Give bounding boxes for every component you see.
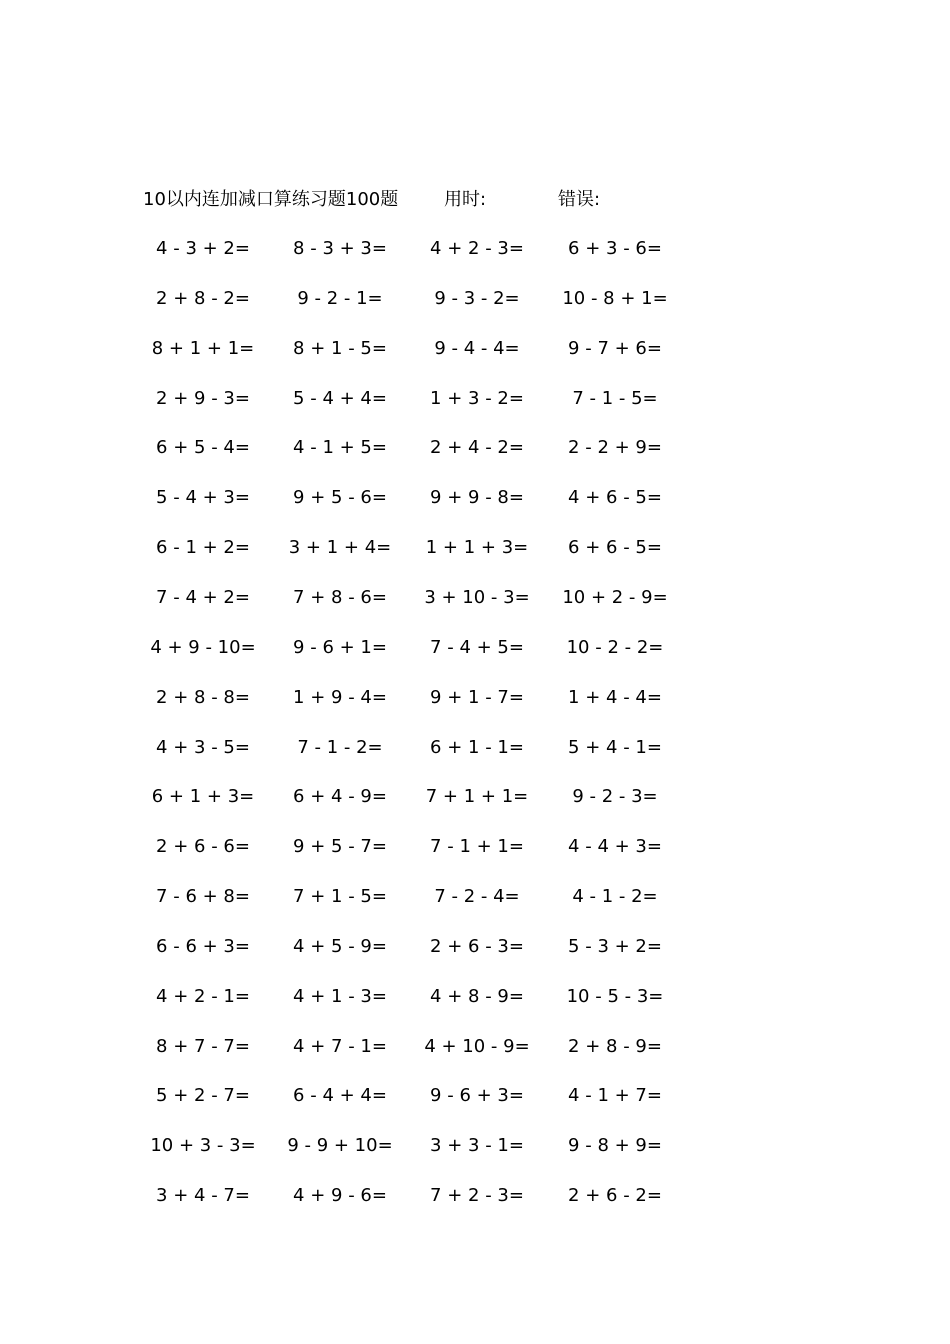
math-problem: 7 + 1 - 5= (293, 886, 387, 908)
math-problem: 2 + 8 - 2= (156, 287, 250, 309)
math-problem: 6 + 3 - 6= (568, 238, 662, 259)
math-problem: 9 - 8 + 9= (568, 1135, 662, 1157)
math-problem: 3 + 3 - 1= (430, 1135, 524, 1157)
error-label: 错误: (558, 189, 601, 210)
math-problem: 4 + 2 - 3= (430, 238, 524, 259)
math-problem: 9 + 5 - 7= (293, 836, 387, 858)
math-problem: 7 - 6 + 8= (156, 886, 250, 908)
math-problem: 7 - 1 + 1= (430, 836, 524, 858)
math-problem: 5 - 4 + 4= (293, 387, 387, 409)
math-problem: 5 - 4 + 3= (156, 487, 250, 509)
math-problem: 3 + 4 - 7= (156, 1185, 250, 1207)
time-label: 用时: (444, 189, 487, 210)
math-problem: 4 + 3 - 5= (156, 736, 250, 758)
math-problem: 4 + 6 - 5= (568, 487, 662, 509)
math-problem: 8 - 3 + 3= (293, 238, 387, 259)
math-problem: 1 + 1 + 3= (425, 537, 529, 559)
math-problem: 4 - 1 - 2= (572, 886, 658, 908)
math-problem: 2 + 8 - 8= (156, 686, 250, 708)
math-problem: 2 + 8 - 9= (568, 1035, 662, 1057)
math-problem: 8 + 7 - 7= (156, 1035, 250, 1057)
math-problem: 9 + 9 - 8= (430, 487, 524, 509)
math-problem: 4 + 9 - 6= (293, 1185, 387, 1207)
worksheet-title: 10以内连加减口算练习题100题 (143, 189, 399, 210)
math-problem: 9 - 9 + 10= (287, 1135, 393, 1157)
math-problem: 2 + 6 - 2= (568, 1185, 662, 1207)
math-problem: 10 - 2 - 2= (566, 636, 664, 658)
math-problem: 10 + 2 - 9= (562, 586, 668, 608)
math-problem: 4 + 5 - 9= (293, 935, 387, 957)
math-problem: 4 - 1 + 7= (568, 1085, 662, 1107)
math-problem: 4 + 10 - 9= (424, 1035, 530, 1057)
math-problem: 8 + 1 + 1= (151, 337, 255, 359)
math-problem: 5 - 3 + 2= (568, 935, 662, 957)
math-problem: 6 - 6 + 3= (156, 935, 250, 957)
math-problem: 1 + 9 - 4= (293, 686, 387, 708)
math-problem: 8 + 1 - 5= (293, 337, 387, 359)
math-problem: 6 + 1 - 1= (430, 736, 524, 758)
math-problem: 3 + 10 - 3= (424, 586, 530, 608)
math-problem: 2 + 9 - 3= (156, 387, 250, 409)
math-problem: 3 + 1 + 4= (288, 537, 392, 559)
math-problem: 9 + 1 - 7= (430, 686, 524, 708)
math-problem: 9 - 7 + 6= (568, 337, 662, 359)
math-problem: 7 - 4 + 5= (430, 636, 524, 658)
math-problem: 2 - 2 + 9= (568, 437, 662, 459)
math-problem: 7 + 8 - 6= (293, 586, 387, 608)
math-problem: 4 - 3 + 2= (156, 238, 250, 259)
math-problem: 7 - 1 - 5= (572, 387, 658, 409)
math-problem: 6 + 6 - 5= (568, 537, 662, 559)
math-problem: 6 + 4 - 9= (293, 786, 387, 808)
math-problem: 7 - 4 + 2= (156, 586, 250, 608)
math-problem: 2 + 6 - 6= (156, 836, 250, 858)
math-problem: 9 - 2 - 1= (297, 287, 383, 309)
math-problem: 5 + 2 - 7= (156, 1085, 250, 1107)
math-problem: 4 - 4 + 3= (568, 836, 662, 858)
math-problem: 5 + 4 - 1= (568, 736, 662, 758)
math-problem: 4 + 9 - 10= (150, 636, 256, 658)
math-problem: 9 - 4 - 4= (434, 337, 520, 359)
math-problem: 10 - 8 + 1= (562, 287, 668, 309)
math-problem: 4 + 1 - 3= (293, 985, 387, 1007)
math-problem: 4 + 7 - 1= (293, 1035, 387, 1057)
math-problem: 4 - 1 + 5= (293, 437, 387, 459)
math-problem: 7 + 1 + 1= (425, 786, 529, 808)
math-problem: 7 - 1 - 2= (297, 736, 383, 758)
math-problem: 9 - 3 - 2= (434, 287, 520, 309)
math-problem: 10 - 5 - 3= (566, 985, 664, 1007)
math-problem: 7 + 2 - 3= (430, 1185, 524, 1207)
math-problem: 1 + 4 - 4= (568, 686, 662, 708)
math-problem: 10 + 3 - 3= (150, 1135, 256, 1157)
math-problem: 6 + 1 + 3= (151, 786, 255, 808)
math-problem: 7 - 2 - 4= (434, 886, 520, 908)
math-problem: 6 - 4 + 4= (293, 1085, 387, 1107)
math-problem: 4 + 2 - 1= (156, 985, 250, 1007)
math-problem: 6 - 1 + 2= (156, 537, 250, 559)
math-problem: 4 + 8 - 9= (430, 985, 524, 1007)
math-problem: 6 + 5 - 4= (156, 437, 250, 459)
math-problem: 9 + 5 - 6= (293, 487, 387, 509)
math-problem: 9 - 6 + 3= (430, 1085, 524, 1107)
math-problem: 9 - 2 - 3= (572, 786, 658, 808)
math-problem: 2 + 6 - 3= (430, 935, 524, 957)
math-problem: 1 + 3 - 2= (430, 387, 524, 409)
math-problem: 2 + 4 - 2= (430, 437, 524, 459)
math-problem: 9 - 6 + 1= (293, 636, 387, 658)
